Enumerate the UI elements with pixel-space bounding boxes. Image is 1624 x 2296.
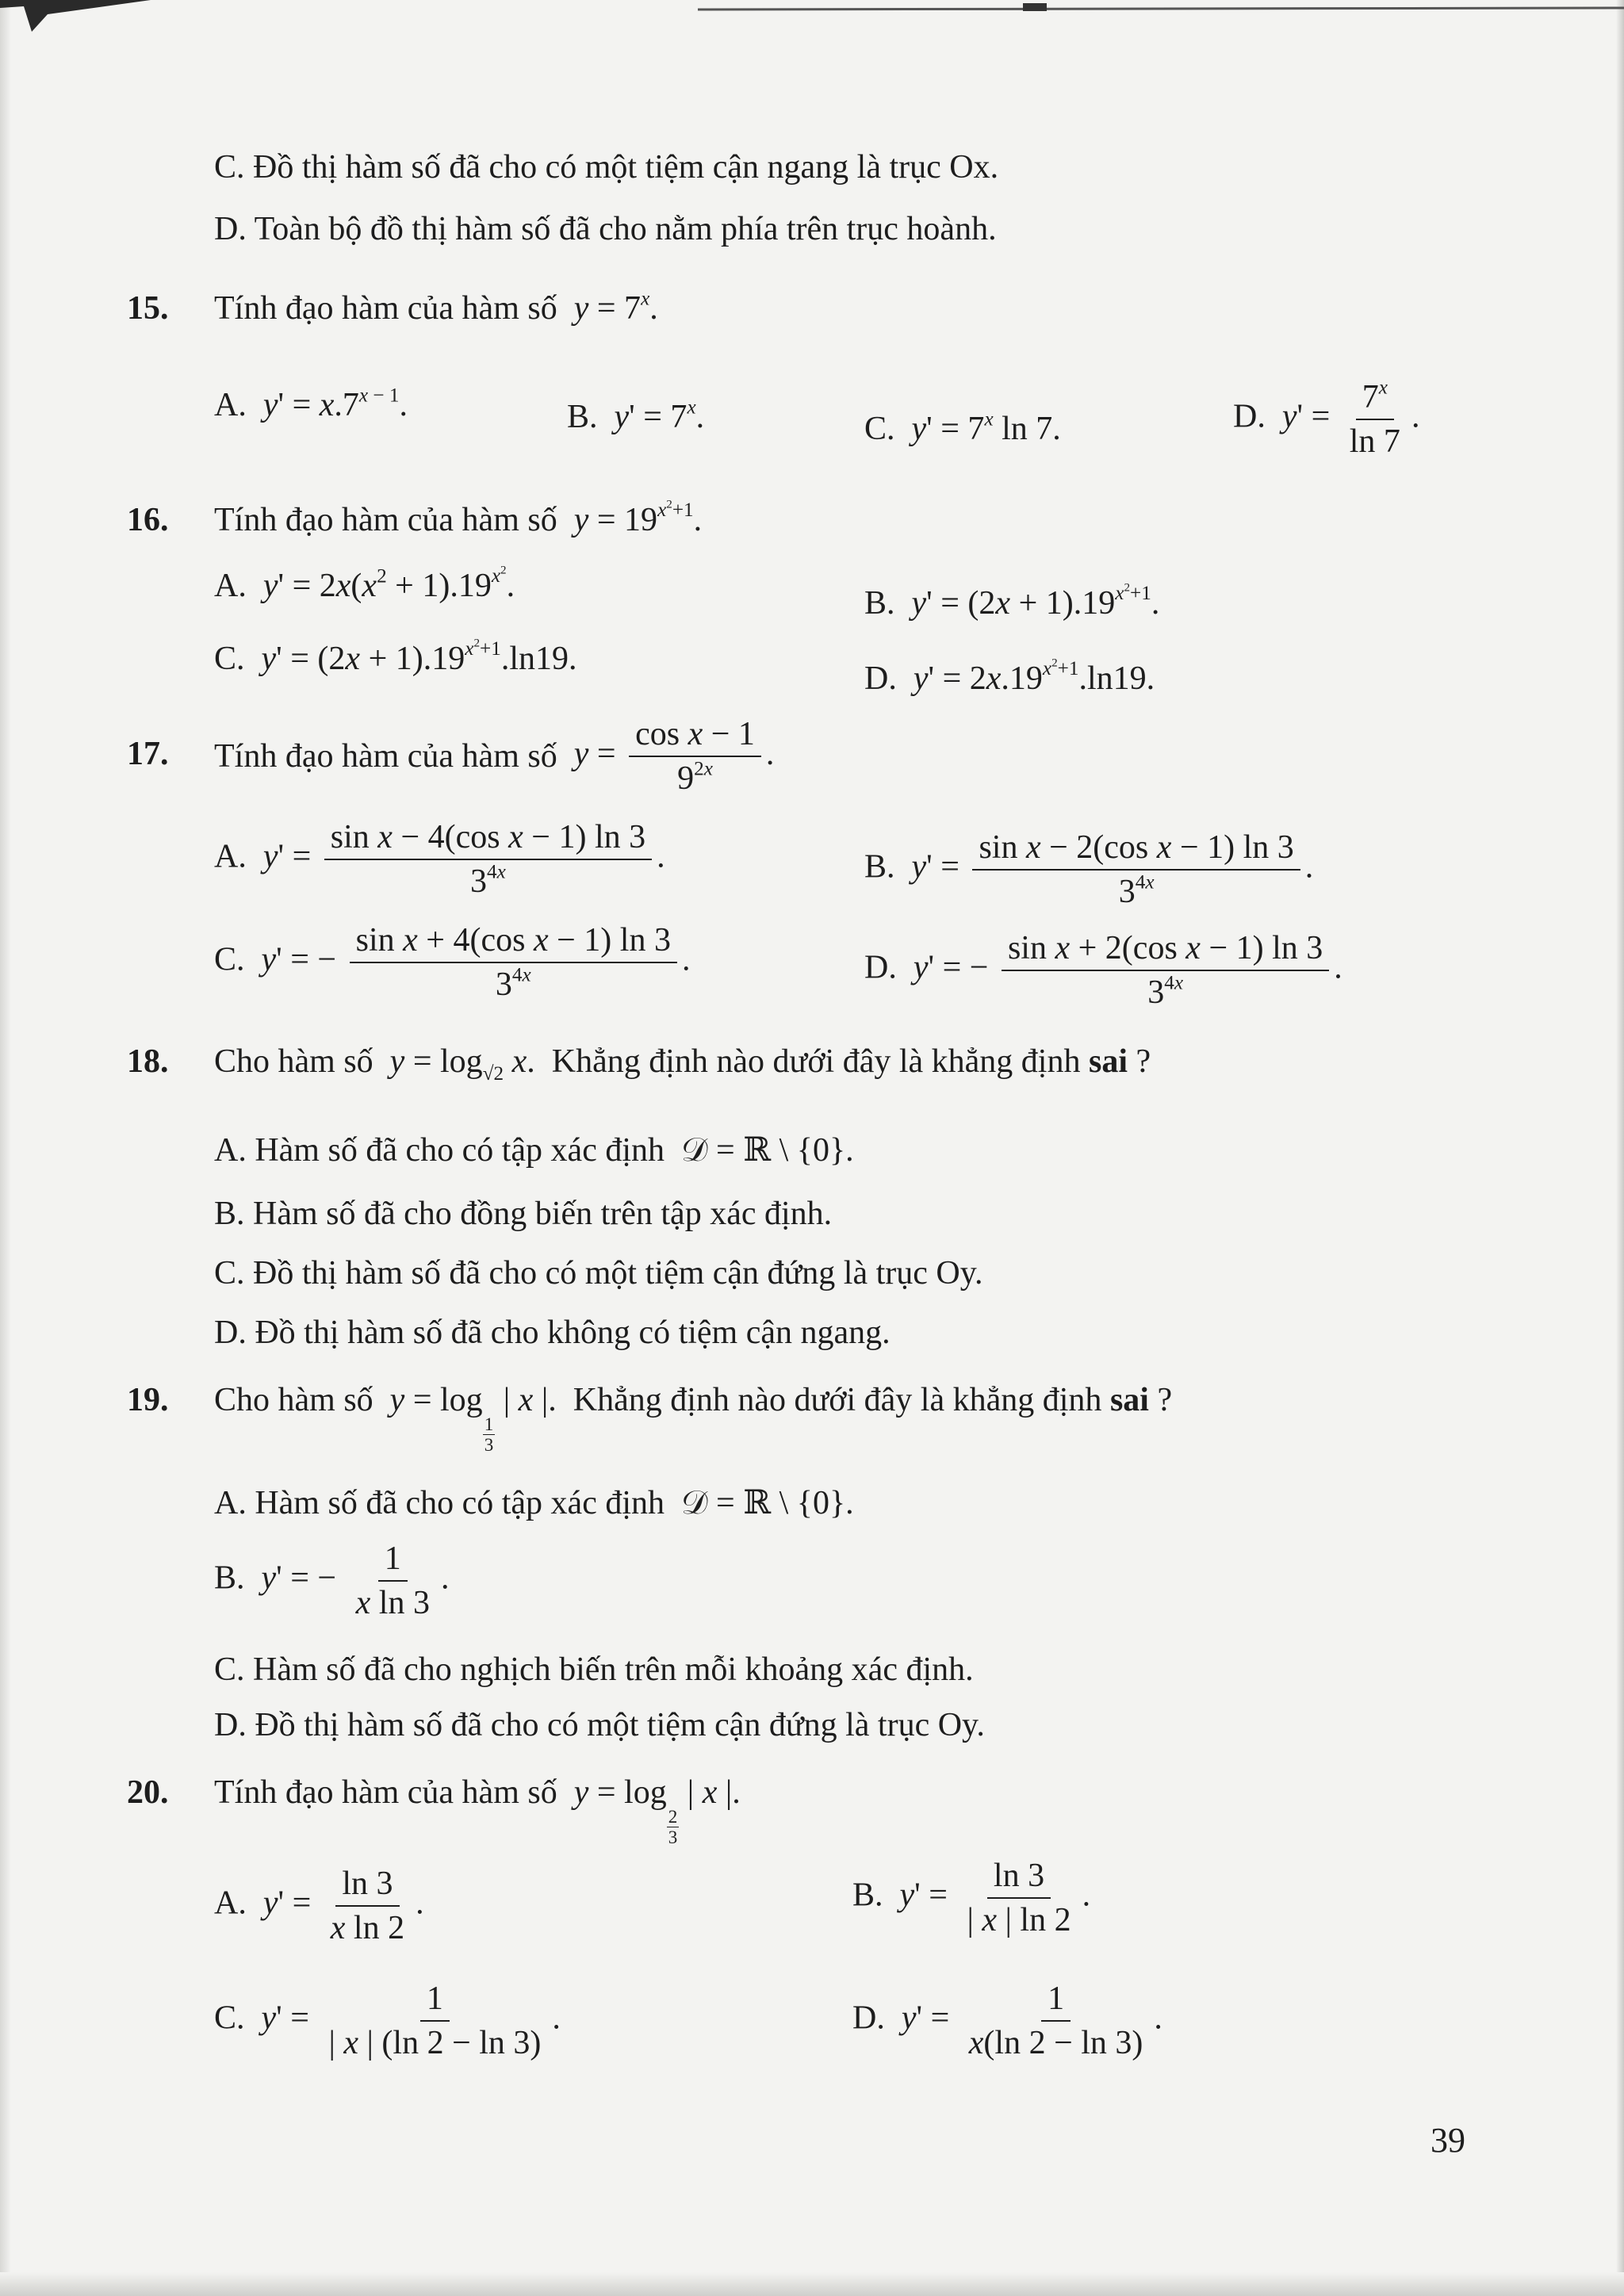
q16-function: $y = 19^{x^2+1}$. [573, 498, 703, 538]
q18-stem-pre: Cho hàm số [214, 1043, 373, 1080]
q17-option-c: C. y' = − $\frac{\text{sin x + 4(cos x − 1) ln 3}}{3^{4x}}$ . [214, 922, 691, 1003]
q17-function: y = $\frac{\text{cos x − 1}}{9^{2x}}$ . [573, 716, 775, 797]
q18-domain: 𝒟 = ℝ \ {0}. [672, 1132, 854, 1169]
q16-option-b: B. $y' = (2x + 1).19^{x^2+1}$. [864, 581, 1160, 622]
q20-function: y = log $\frac{2}{3}$ | x |. [573, 1774, 741, 1847]
q17-stem-text: Tính đạo hàm của hàm số [214, 738, 557, 775]
q20-option-b: B. y' = $\frac{\ln 3}{| x | \ln 2}$ . [852, 1858, 1091, 1938]
q15-option-c: C. $y' = 7^x$ ln 7. [864, 408, 1061, 447]
q19-function: y = log $\frac{1}{3}$ | x |. [389, 1382, 565, 1455]
q17-option-d: D. y' = − $\frac{\text{sin x + 2(cos x − 1) ln 3}}{3^{4x}}$ . [864, 930, 1342, 1011]
q17-stem [214, 718, 774, 795]
q16-number: 16. [127, 502, 169, 538]
q14-option-d: D. Toàn bộ đồ thị hàm số đã cho nằm phía trên trục hoành. [214, 211, 997, 247]
q20-stem-text: Tính đạo hàm của hàm số [214, 1774, 557, 1811]
q19-option-d: D. Đồ thị hàm số đã cho có một tiệm cận đứng là trục Oy. [214, 1707, 985, 1743]
q19-option-b: B. y' = − $\frac{1}{\text{x ln 3}}$ . [214, 1540, 450, 1621]
q19-option-a [214, 1487, 854, 1520]
q15-stem-text: Tính đạo hàm của hàm số [214, 290, 557, 327]
q19-domain: 𝒟 = ℝ \ {0}. [672, 1485, 854, 1521]
q15-number: 15. [127, 290, 169, 327]
q18-option-b: B. Hàm số đã cho đồng biến trên tập xác định. [214, 1196, 833, 1232]
q18-stem: Cho hàm số $y = \log_{√2} x$. Khẳng định nào dưới đây là khẳng định sai ? [214, 1043, 1151, 1085]
q19-stem-pre: Cho hàm số [214, 1382, 373, 1418]
q19-stem-post: Khẳng định nào dưới đây là khẳng định [573, 1382, 1102, 1418]
q16-option-a: A. $y' = 2x(x^2 + 1).19^{x^2}$. [214, 564, 515, 604]
q18-option-d: D. Đồ thị hàm số đã cho không có tiệm cận ngang. [214, 1314, 891, 1351]
q16-option-c: C. $y' = (2x + 1).19^{x^2+1}.\ln 19$. [214, 637, 577, 677]
q19-number: 19. [127, 1382, 169, 1418]
q18-number: 18. [127, 1043, 169, 1080]
q16-option-d: D. $y' = 2x.19^{x^2+1}.\ln 19$. [864, 656, 1155, 697]
q18-option-c: C. Đồ thị hàm số đã cho có một tiệm cận đứng là trục Oy. [214, 1255, 983, 1292]
q15-stem [214, 288, 658, 327]
q18-stem-sai: sai [1088, 1043, 1128, 1080]
page-number: 39 [1431, 2121, 1465, 2160]
q18-option-a-text: A. Hàm số đã cho có tập xác định [214, 1132, 665, 1169]
q19-stem: Cho hàm số y = log $\frac{1}{3}$ | x |. Khẳng định nào dưới đây là khẳng định sai ? [214, 1382, 1173, 1455]
q20-option-c: C. y' = $\frac{1}{| x | (\ln 2 - \ln 3)}$ . [214, 1980, 561, 2061]
q18-option-a [214, 1134, 854, 1167]
q17-number: 17. [127, 736, 169, 772]
q16-stem [214, 498, 703, 538]
q15-option-d: D. y' = $\frac{7^x}{\ln 7}$ . [1233, 377, 1420, 460]
q14-option-c: C. Đồ thị hàm số đã cho có một tiệm cận ngang là trục Ox. [214, 149, 999, 186]
q20-option-d: D. y' = $\frac{1}{x(\ln 2 - \ln 3)}$ . [852, 1980, 1162, 2061]
q20-number: 20. [127, 1774, 169, 1811]
q15-function: $y = 7^x$. [573, 288, 658, 327]
q20-option-a: A. y' = $\frac{\ln 3}{\text{x ln 2}}$ . [214, 1866, 424, 1946]
q19-option-c: C. Hàm số đã cho nghịch biến trên mỗi khoảng xác định. [214, 1651, 974, 1688]
q20-stem [214, 1776, 741, 1846]
q18-function: $y = \log_{√2} x$. [389, 1043, 544, 1085]
q16-stem-text: Tính đạo hàm của hàm số [214, 502, 557, 538]
q17-option-b: B. y' = $\frac{\text{sin x − 2(cos x − 1) ln 3}}{3^{4x}}$ . [864, 829, 1314, 910]
q17-option-a: A. y' = $\frac{\text{sin x − 4(cos x − 1) ln 3}}{3^{4x}}$ . [214, 819, 665, 900]
q19-stem-sai: sai [1109, 1382, 1149, 1418]
q19-option-a-text: A. Hàm số đã cho có tập xác định [214, 1485, 665, 1521]
q18-stem-post: Khẳng định nào dưới đây là khẳng định [551, 1043, 1081, 1080]
q15-option-a: A. $y' = x.7^{x - 1}$. [214, 385, 408, 423]
q15-option-b: B. $y' = 7^x$. [567, 396, 705, 435]
